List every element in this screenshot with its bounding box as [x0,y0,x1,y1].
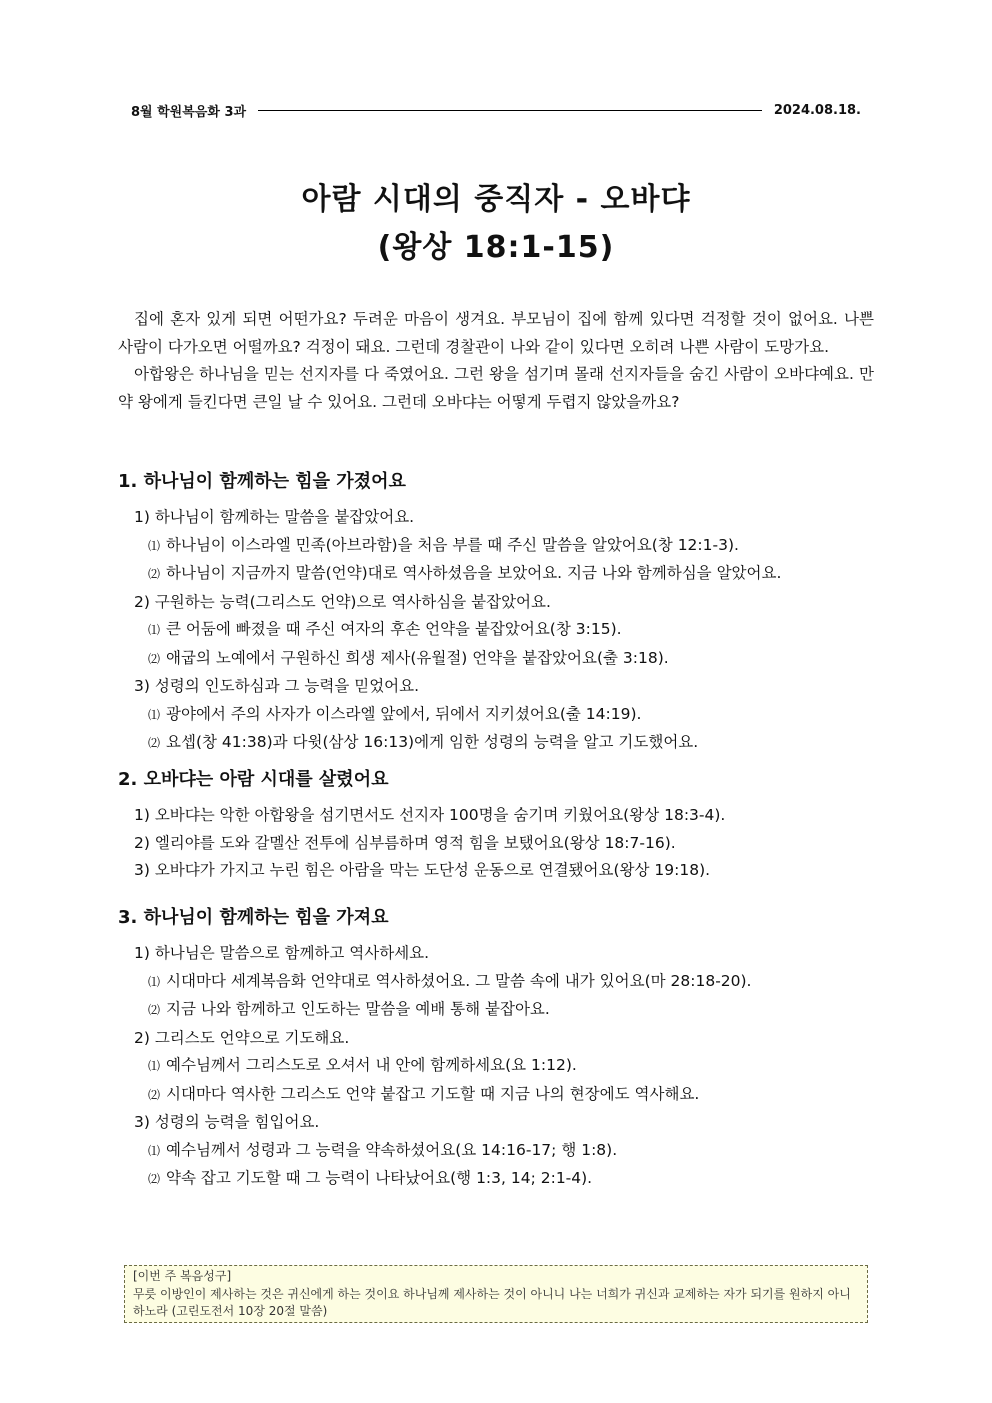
section-heading: 1. 하나님이 함께하는 힘을 가졌어요 [118,471,406,492]
sub-item-text: 요셉(창 41:38)과 다윗(삼상 16:13)에게 임한 성령의 능력을 알고 기도했어요. [166,733,699,751]
sub-item-text: 시대마다 역사한 그리스도 언약 붙잡고 기도할 때 지금 나의 현장에도 역사해요. [166,1084,700,1103]
intro-paragraph: 집에 혼자 있게 되면 어떤가요? 두려운 마음이 생겨요. 부모님이 집에 함께 있다면 걱정할 것이 없어요. 나쁜 사람이 다가오면 어떨까요? 걱정이 돼요. 그런데 경찰관이 나와 같이 있다면 오히려 나쁜 사람이 도망가요. [118,310,874,356]
sub-item-marker: ⑴ [148,1143,161,1158]
sub-item-marker: ⑵ [148,736,161,750]
list-item: 3) 성령의 인도하심과 그 능력을 믿었어요. [134,677,420,695]
sub-item-text: 하나님이 지금까지 말씀(언약)대로 역사하셨음을 보았어요. 지금 나와 함께하심을 알았어요. [166,564,782,582]
sub-item [118,1081,874,1110]
sub-item-marker: ⑴ [148,1059,161,1073]
memory-verse-text: 무릇 이방인이 제사하는 것은 귀신에게 하는 것이요 하나님께 제사하는 것이 아니니 나는 너희가 귀신과 교제하는 자가 되기를 원하지 아니하노라 (고린도전서 10장 20절 말씀) [133,1286,851,1318]
section-3 [118,904,874,1194]
section-2 [118,766,874,885]
list-item: 3) 오바댜가 가지고 누린 힘은 아람을 막는 도단성 운동으로 연결됐어요(왕상 19:18). [134,861,711,879]
sub-item-marker: ⑵ [148,567,161,581]
sub-item [118,560,874,589]
sub-item [118,996,874,1025]
sub-item-marker: ⑵ [148,1003,161,1017]
sub-item [118,1052,874,1081]
sub-item [118,1137,874,1166]
header-rule [258,110,762,111]
sub-item-text: 지금 나와 함께하고 인도하는 말씀을 예배 통해 붙잡아요. [166,1000,550,1018]
sub-item-marker: ⑵ [148,1172,161,1186]
sub-item-marker: ⑴ [148,707,161,722]
intro [118,306,874,416]
list-item: 1) 하나님이 함께하는 말씀을 붙잡았어요. [134,508,415,526]
section-heading: 3. 하나님이 함께하는 힘을 가져요 [118,907,389,928]
page-header [131,100,861,120]
sub-item-text: 시대마다 세계복음화 언약대로 역사하셨어요. 그 말씀 속에 내가 있어요(마 28:18-20). [166,971,752,990]
sub-item-text: 약속 잡고 기도할 때 그 능력이 나타났어요(행 1:3, 14; 2:1-4). [166,1169,593,1187]
sub-item-text: 하나님이 이스라엘 민족(아브라함)을 처음 부를 때 주신 말씀을 알았어요(창 12:1-3). [166,535,739,554]
list-item: 2) 엘리야를 도와 갈멜산 전투에 심부름하며 영적 힘을 보탰어요(왕상 18:7-16). [134,833,676,852]
sub-item [118,729,874,758]
sub-item [118,968,874,997]
sub-item-text: 광야에서 주의 사자가 이스라엘 앞에서, 뒤에서 지키셨어요(출 14:19). [166,704,642,723]
sub-item-text: 큰 어둠에 빠졌을 때 주신 여자의 후손 언약을 붙잡았어요(창 3:15). [166,620,622,638]
sub-item-text: 애굽의 노예에서 구원하신 희생 제사(유월절) 언약을 붙잡았어요(출 3:18). [166,648,669,667]
list-item: 1) 오바댜는 악한 아합왕을 섬기면서도 선지자 100명을 숨기며 키웠어요(왕상 18:3-4). [134,806,726,824]
header-lesson-label: 8월 학원복음화 3과 [131,104,247,120]
sub-item [118,1165,874,1194]
memory-verse-box [124,1265,868,1323]
title-line-1: 아람 시대의 중직자 - 오바댜 [301,182,691,217]
list-item: 1) 하나님은 말씀으로 함께하고 역사하세요. [134,944,430,962]
sub-item-text: 예수님께서 그리스도로 오셔서 내 안에 함께하세요(요 1:12). [166,1056,577,1074]
sub-item-marker: ⑴ [148,623,161,637]
memory-verse-label: [이번 주 복음성구] [133,1269,232,1283]
list-item: 3) 성령의 능력을 힘입어요. [134,1113,320,1131]
sub-item-marker: ⑵ [148,1087,161,1102]
list-item: 2) 구원하는 능력(그리스도 언약)으로 역사하심을 붙잡았어요. [134,592,551,611]
title-line-2: (왕상 18:1-15) [377,230,615,265]
sub-item-marker: ⑴ [148,538,161,553]
sub-item-marker: ⑴ [148,974,161,989]
intro-paragraph: 아합왕은 하나님을 믿는 선지자를 다 죽였어요. 그런 왕을 섬기며 몰래 선지자들을 숨긴 사람이 오바댜예요. 만약 왕에게 들킨다면 큰일 날 수 있어요. 그런데 오바댜는 어떻게 두렵지 않았을까요? [118,365,874,411]
list-item: 2) 그리스도 언약으로 기도해요. [134,1028,350,1047]
sub-item-marker: ⑵ [148,651,161,666]
sub-item [118,616,874,645]
header-date: 2024.08.18. [773,102,861,118]
sub-item [118,532,874,561]
sub-item [118,645,874,674]
sub-item [118,701,874,730]
section-heading: 2. 오바댜는 아람 시대를 살렸어요 [118,769,389,790]
sub-item-text: 예수님께서 성령과 그 능력을 약속하셨어요(요 14:16-17; 행 1:8). [166,1140,618,1159]
page-title [0,176,992,272]
section-1 [118,468,874,758]
